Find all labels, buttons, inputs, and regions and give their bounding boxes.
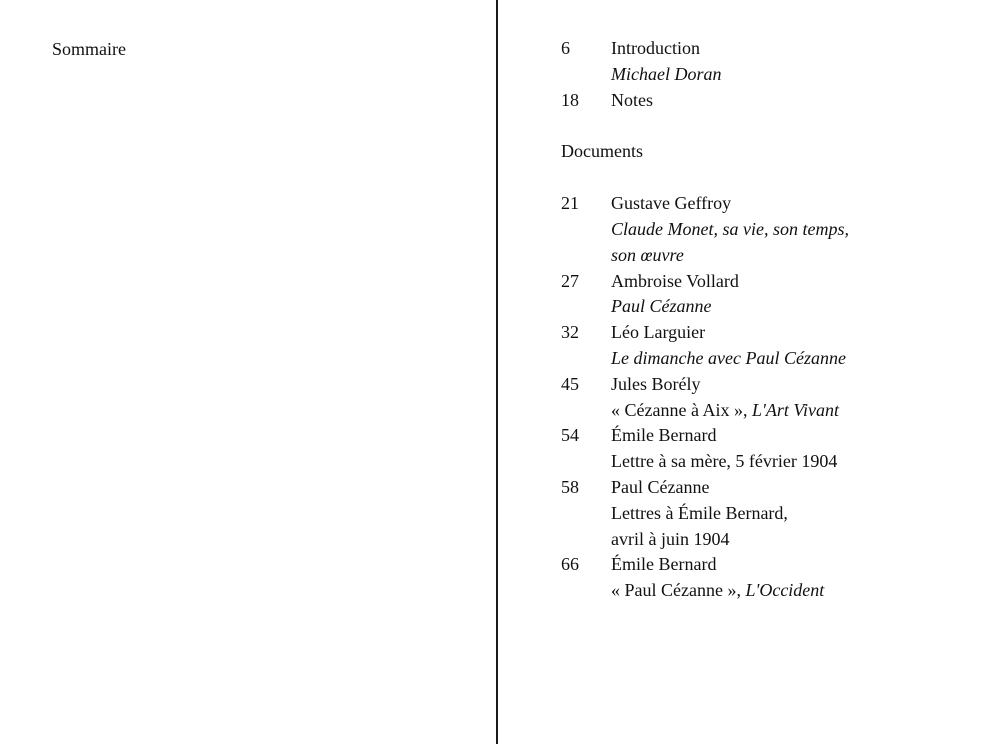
entry-work-text: avril à juin 1904 [611, 528, 730, 549]
entry-title: Introduction [611, 38, 700, 58]
page-number: 6 [561, 38, 570, 58]
entry-subtitle: Michael Doran [611, 63, 722, 84]
page-title: Sommaire [52, 39, 126, 59]
right-page [498, 0, 992, 744]
page-number: 27 [561, 270, 579, 291]
toc-entry [561, 423, 981, 475]
entry-work [611, 398, 981, 424]
entry-author: Émile Bernard [611, 554, 717, 575]
entry-work-publication: L'Art Vivant [751, 399, 839, 420]
toc-entry [561, 552, 981, 604]
toc-entry [561, 269, 981, 321]
entry-work-title: « Cézanne à Aix », [611, 399, 752, 420]
toc-entry [561, 372, 981, 424]
entry-work-line-2: son œuvre [611, 244, 684, 265]
entry-work-publication: L'Occident [745, 580, 825, 601]
page-number: 21 [561, 193, 579, 214]
entry-work-line-1 [611, 501, 981, 527]
page-number: 18 [561, 89, 579, 110]
entry-work-title: « Paul Cézanne », [611, 580, 746, 601]
toc-entry [561, 191, 981, 268]
entry-author: Jules Borély [611, 373, 701, 394]
page-number: 58 [561, 476, 579, 497]
entry-author: Ambroise Vollard [611, 270, 739, 291]
entry-work-text: Lettres à Émile Bernard, [611, 502, 788, 523]
toc-entry-introduction [561, 36, 981, 88]
entry-title: Notes [611, 89, 653, 110]
page-number: 32 [561, 322, 579, 343]
table-of-contents [561, 36, 981, 604]
toc-entry [561, 475, 981, 552]
entry-work-line-2 [611, 527, 981, 553]
page-number: 54 [561, 425, 579, 446]
entry-author: Gustave Geffroy [611, 193, 732, 214]
entry-work: Le dimanche avec Paul Cézanne [611, 347, 846, 368]
toc-entry [561, 320, 981, 372]
entry-work-title: Lettre à sa mère, 5 février 1904 [611, 451, 838, 472]
entry-work [611, 449, 981, 475]
entry-work: Paul Cézanne [611, 296, 712, 317]
entry-author: Émile Bernard [611, 425, 717, 446]
toc-entry-notes [561, 88, 981, 114]
section-heading-documents: Documents [561, 141, 643, 162]
page-number: 66 [561, 554, 579, 575]
entry-author: Paul Cézanne [611, 476, 710, 497]
page-number: 45 [561, 373, 579, 394]
entry-author: Léo Larguier [611, 322, 706, 343]
entry-work [611, 578, 981, 604]
entry-work-line-1: Claude Monet, sa vie, son temps, [611, 218, 849, 239]
